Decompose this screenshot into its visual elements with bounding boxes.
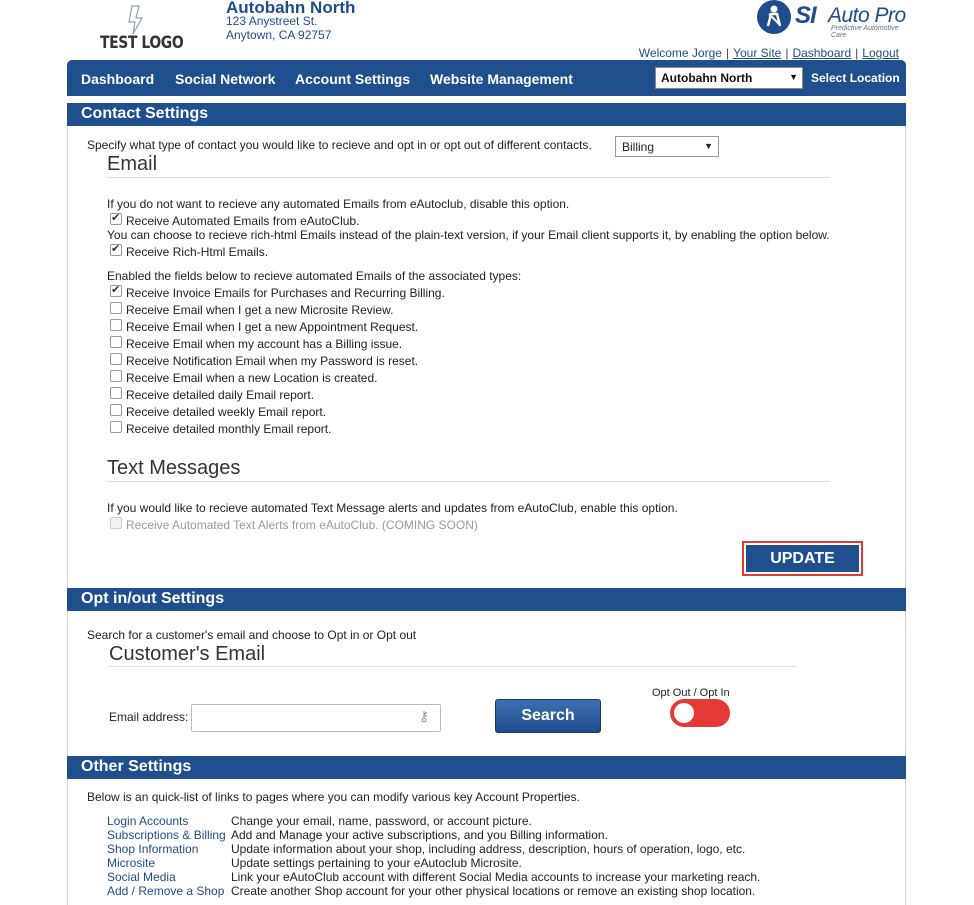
auto-email-label: Receive Automated Emails from eAutoClub. [126,214,360,228]
customer-email-title: Customer's Email [109,643,266,665]
contact-type-select[interactable] [615,136,719,157]
link-microsite[interactable] [107,856,155,870]
option-label-location: Receive Email when a new Location is created. [126,371,378,385]
option-label-billing-issue: Receive Email when my account has a Billing issue. [126,337,403,351]
email-section-title: Email [107,153,158,175]
option-checkbox-daily[interactable] [110,387,122,399]
optin-toggle[interactable] [670,699,730,727]
update-button[interactable]: UPDATE [746,545,859,572]
link-social-media-text[interactable]: Social Media [107,870,176,884]
email-address-input[interactable] [191,704,441,732]
update-button-focus-ring [742,541,863,576]
nav-dashboard[interactable]: Dashboard [81,71,155,87]
email-address-label: Email address: [109,710,189,724]
option-label-invoice: Receive Invoice Emails for Purchases and Recurring Billing. [126,286,445,300]
option-checkbox-password[interactable] [110,353,122,365]
address-line-1: 123 Anystreet St. [226,14,318,28]
option-label-daily: Receive detailed daily Email report. [126,388,315,402]
text-intro: If you would like to recieve automated Text Message alerts and updates from eAutoClub, enable this option. [107,501,678,515]
option-checkbox-review[interactable] [110,302,122,314]
divider [107,481,830,482]
location-select-value: Autobahn North [661,71,753,85]
dropdown-arrow-icon: ▼ [704,141,713,151]
option-label-appointment: Receive Email when I get a new Appointment Request. [126,320,419,334]
link-subscriptions-desc: Add and Manage your active subscriptions, and you Billing information. [231,828,608,842]
fields-intro: Enabled the fields below to recieve automated Emails of the associated types: [107,269,522,283]
brand-si: SI [795,2,816,29]
link-subscriptions-text[interactable]: Subscriptions & Billing [107,828,226,842]
option-checkbox-location[interactable] [110,370,122,382]
nav-account-settings[interactable]: Account Settings [295,71,411,87]
rich-email-checkbox[interactable] [110,244,122,256]
select-location-label: Select Location [811,71,900,85]
location-select[interactable] [655,67,803,89]
option-label-password: Receive Notification Email when my Password is reset. [126,354,419,368]
link-shop-info-desc: Update information about your shop, including address, description, hours of operation, logo, etc. [231,842,746,856]
option-checkbox-monthly[interactable] [110,421,122,433]
logo-text: TEST LOGO [100,33,184,53]
option-checkbox-weekly[interactable] [110,404,122,416]
main-nav [67,60,906,96]
link-social-media[interactable] [107,870,176,884]
contact-type-value: Billing [622,140,655,154]
your-site-link[interactable]: Your Site [733,46,782,60]
rich-intro: You can choose to recieve rich-html Emails instead of the plain-text version, if your Email client supports it, by enabling the option below. [107,228,830,242]
link-login-accounts-text[interactable]: Login Accounts [107,814,189,828]
auto-email-checkbox[interactable] [110,213,122,225]
link-add-remove-shop-desc: Create another Shop account for your other physical locations or remove an existing shop location. [231,884,756,898]
user-links: Welcome Jorge | Your Site | Dashboard | Logout [638,46,899,60]
brand-autopro: Auto Pro [828,4,906,27]
other-intro: Below is an quick-list of links to pages where you can modify various key Account Properties. [87,790,580,804]
brand-tagline: Predictive Automotive Care [831,25,899,39]
search-button[interactable]: Search [495,699,601,733]
link-login-accounts-desc: Change your email, name, password, or account picture. [231,814,532,828]
option-checkbox-billing-issue[interactable] [110,336,122,348]
rich-email-label: Receive Rich-Html Emails. [126,245,269,259]
option-checkbox-invoice[interactable] [110,285,122,297]
link-microsite-text[interactable]: Microsite [107,856,156,870]
optin-toggle-label: Opt Out / Opt In [652,687,730,699]
logout-link[interactable]: Logout [862,46,899,60]
dashboard-link[interactable]: Dashboard [792,46,852,60]
brand-logo [757,0,907,39]
seatbelt-icon [757,0,791,34]
link-shop-info[interactable] [107,842,198,856]
dropdown-arrow-icon: ▼ [789,72,798,82]
welcome-text: Welcome Jorge [638,46,722,60]
key-icon: ⚷ [419,708,430,724]
text-alerts-checkbox [110,517,122,529]
link-add-remove-shop-text[interactable]: Add / Remove a Shop [107,884,225,898]
divider [107,177,830,178]
link-add-remove-shop[interactable] [107,884,224,898]
option-label-monthly: Receive detailed monthly Email report. [126,422,332,436]
nav-website-management[interactable]: Website Management [430,71,573,87]
optin-settings-header: Opt in/out Settings [67,588,906,611]
contact-settings-header: Contact Settings [67,103,906,126]
option-label-review: Receive Email when I get a new Microsite Review. [126,303,394,317]
nav-social-network[interactable]: Social Network [175,71,276,87]
text-alerts-label: Receive Automated Text Alerts from eAutoClub. (COMING SOON) [126,518,478,532]
link-microsite-desc: Update settings pertaining to your eAutoclub Microsite. [231,856,522,870]
contact-intro: Specify what type of contact you would like to recieve and opt in or opt out of different contacts. [87,138,592,152]
shop-address [226,14,331,42]
link-subscriptions[interactable] [107,828,226,842]
address-line-2: Anytown, CA 92757 [226,28,332,42]
option-label-weekly: Receive detailed weekly Email report. [126,405,327,419]
optin-intro: Search for a customer's email and choose to Opt in or Opt out [87,628,417,642]
other-settings-header: Other Settings [67,756,906,779]
link-shop-info-text[interactable]: Shop Information [107,842,199,856]
link-social-media-desc: Link your eAutoClub account with different Social Media accounts to increase your marketing reach. [231,870,761,884]
shop-name: Autobahn North [226,0,356,17]
text-section-title: Text Messages [107,457,241,479]
option-checkbox-appointment[interactable] [110,319,122,331]
divider [109,666,797,667]
email-intro: If you do not want to recieve any automated Emails from eAutoclub, disable this option. [107,197,570,211]
link-login-accounts[interactable] [107,814,188,828]
toggle-knob [674,703,694,723]
